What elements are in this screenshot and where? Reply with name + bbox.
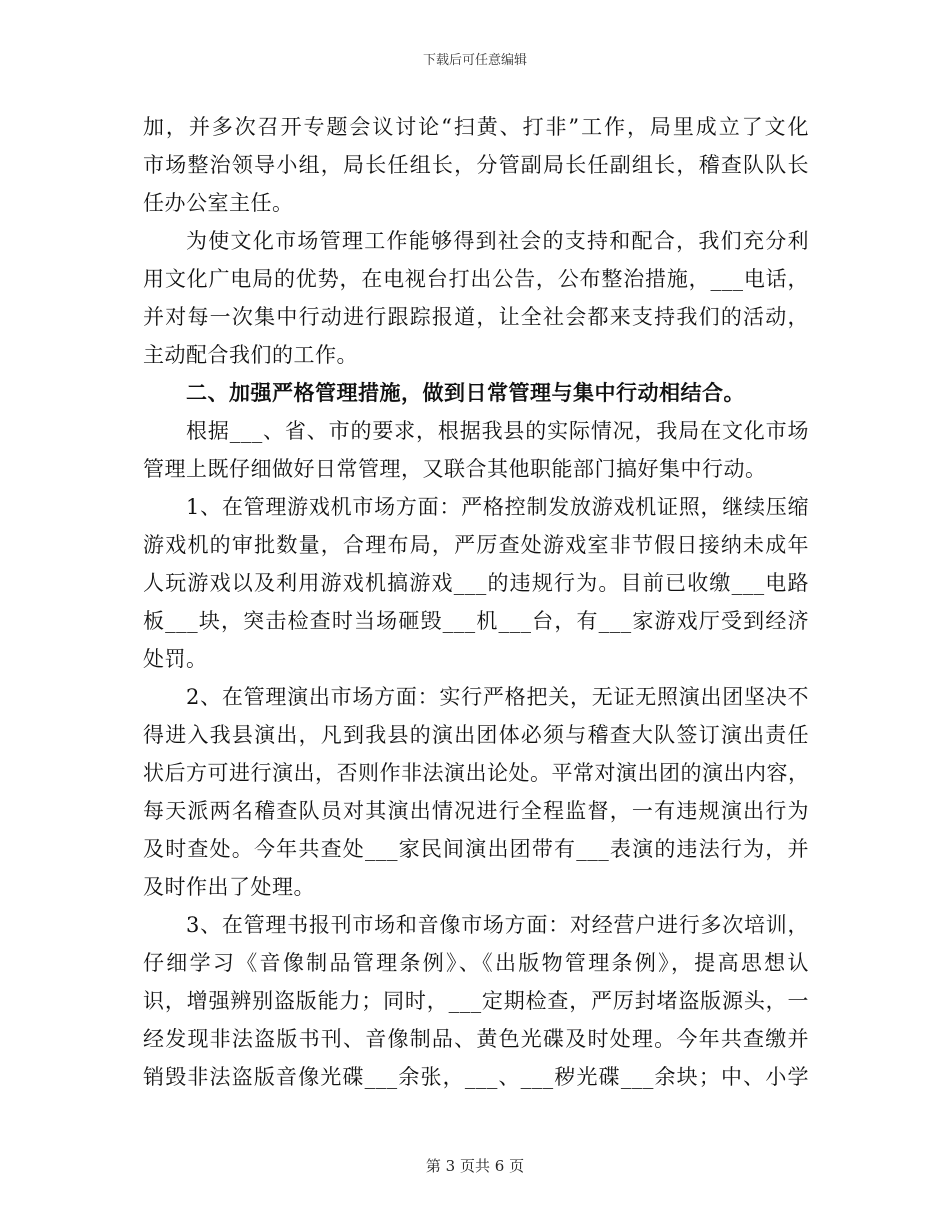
text-line: 及时作出了处理。 — [143, 875, 315, 899]
text-line: 仔细学习《音像制品管理条例》、《出版物管理条例》，提高思想认 — [143, 951, 809, 975]
text-line: 为使文化市场管理工作能够得到社会的支持和配合，我们充分利 — [186, 229, 809, 253]
page-header: 下载后可任意编辑 — [422, 53, 527, 68]
page-footer: 第 3 页共 6 页 — [425, 1157, 525, 1175]
paragraph-requirements — [143, 412, 809, 488]
text-line: 状后方可进行演出，否则作非法演出论处。平常对演出团的演出内容， — [143, 761, 810, 785]
paragraph-performance-market — [143, 678, 809, 906]
paragraph-publicity — [143, 222, 809, 374]
text-line: 及时查处。今年共查处___家民间演出团带有___表演的违法行为，并 — [143, 837, 809, 861]
text-line: 识，增强辨别盗版能力；同时，___定期检查，严厉封堵盗版源头，一 — [143, 989, 809, 1013]
text-line: 2、在管理演出市场方面：实行严格把关，无证无照演出团坚决不 — [186, 685, 809, 709]
text-line: 主动配合我们的工作。 — [143, 343, 358, 367]
text-line: 游戏机的审批数量，合理布局，严厉查处游戏室非节假日接纳未成年 — [143, 533, 809, 557]
text-line: 用文化广电局的优势，在电视台打出公告，公布整治措施，___电话， — [143, 267, 809, 291]
text-line: 1、在管理游戏机市场方面：严格控制发放游戏机证照，继续压缩 — [186, 495, 809, 519]
text-line: 加，并多次召开专题会议讨论“扫黄、打非”工作，局里成立了文化 — [143, 115, 809, 139]
text-line: 每天派两名稽查队员对其演出情况进行全程监督，一有违规演出行为 — [143, 799, 809, 823]
paragraph-continuation — [143, 108, 809, 222]
text-line: 得进入我县演出，凡到我县的演出团体必须与稽查大队签订演出责任 — [143, 723, 809, 747]
text-line: 并对每一次集中行动进行跟踪报道，让全社会都来支持我们的活动， — [143, 305, 809, 329]
paragraph-game-market — [143, 488, 809, 678]
paragraph-publications-market — [143, 906, 809, 1096]
text-line: 处罚。 — [143, 647, 208, 671]
text-line: 销毁非法盗版音像光碟___余张，___、___秽光碟___余块；中、小学 — [143, 1065, 809, 1089]
text-line: 人玩游戏以及利用游戏机搞游戏___的违规行为。目前已收缴___电路 — [143, 571, 809, 595]
heading-line: 二、加强严格管理措施，做到日常管理与集中行动相结合。 — [186, 380, 745, 405]
text-line: 板___块，突击检查时当场砸毁___机___台，有___家游戏厅受到经济 — [143, 609, 809, 633]
text-line: 任办公室主任。 — [143, 191, 294, 215]
text-line: 经发现非法盗版书刊、音像制品、黄色光碟及时处理。今年共查缴并 — [143, 1027, 809, 1051]
section-heading — [143, 374, 809, 412]
text-line: 市场整治领导小组，局长任组长，分管副局长任副组长，稽查队队长 — [143, 153, 809, 177]
text-line: 根据___、省、市的要求，根据我县的实际情况，我局在文化市场 — [186, 419, 809, 443]
text-line: 管理上既仔细做好日常管理，又联合其他职能部门搞好集中行动。 — [143, 457, 767, 481]
text-line: 3、在管理书报刊市场和音像市场方面：对经营户进行多次培训， — [186, 913, 809, 937]
document-body — [143, 108, 809, 1096]
